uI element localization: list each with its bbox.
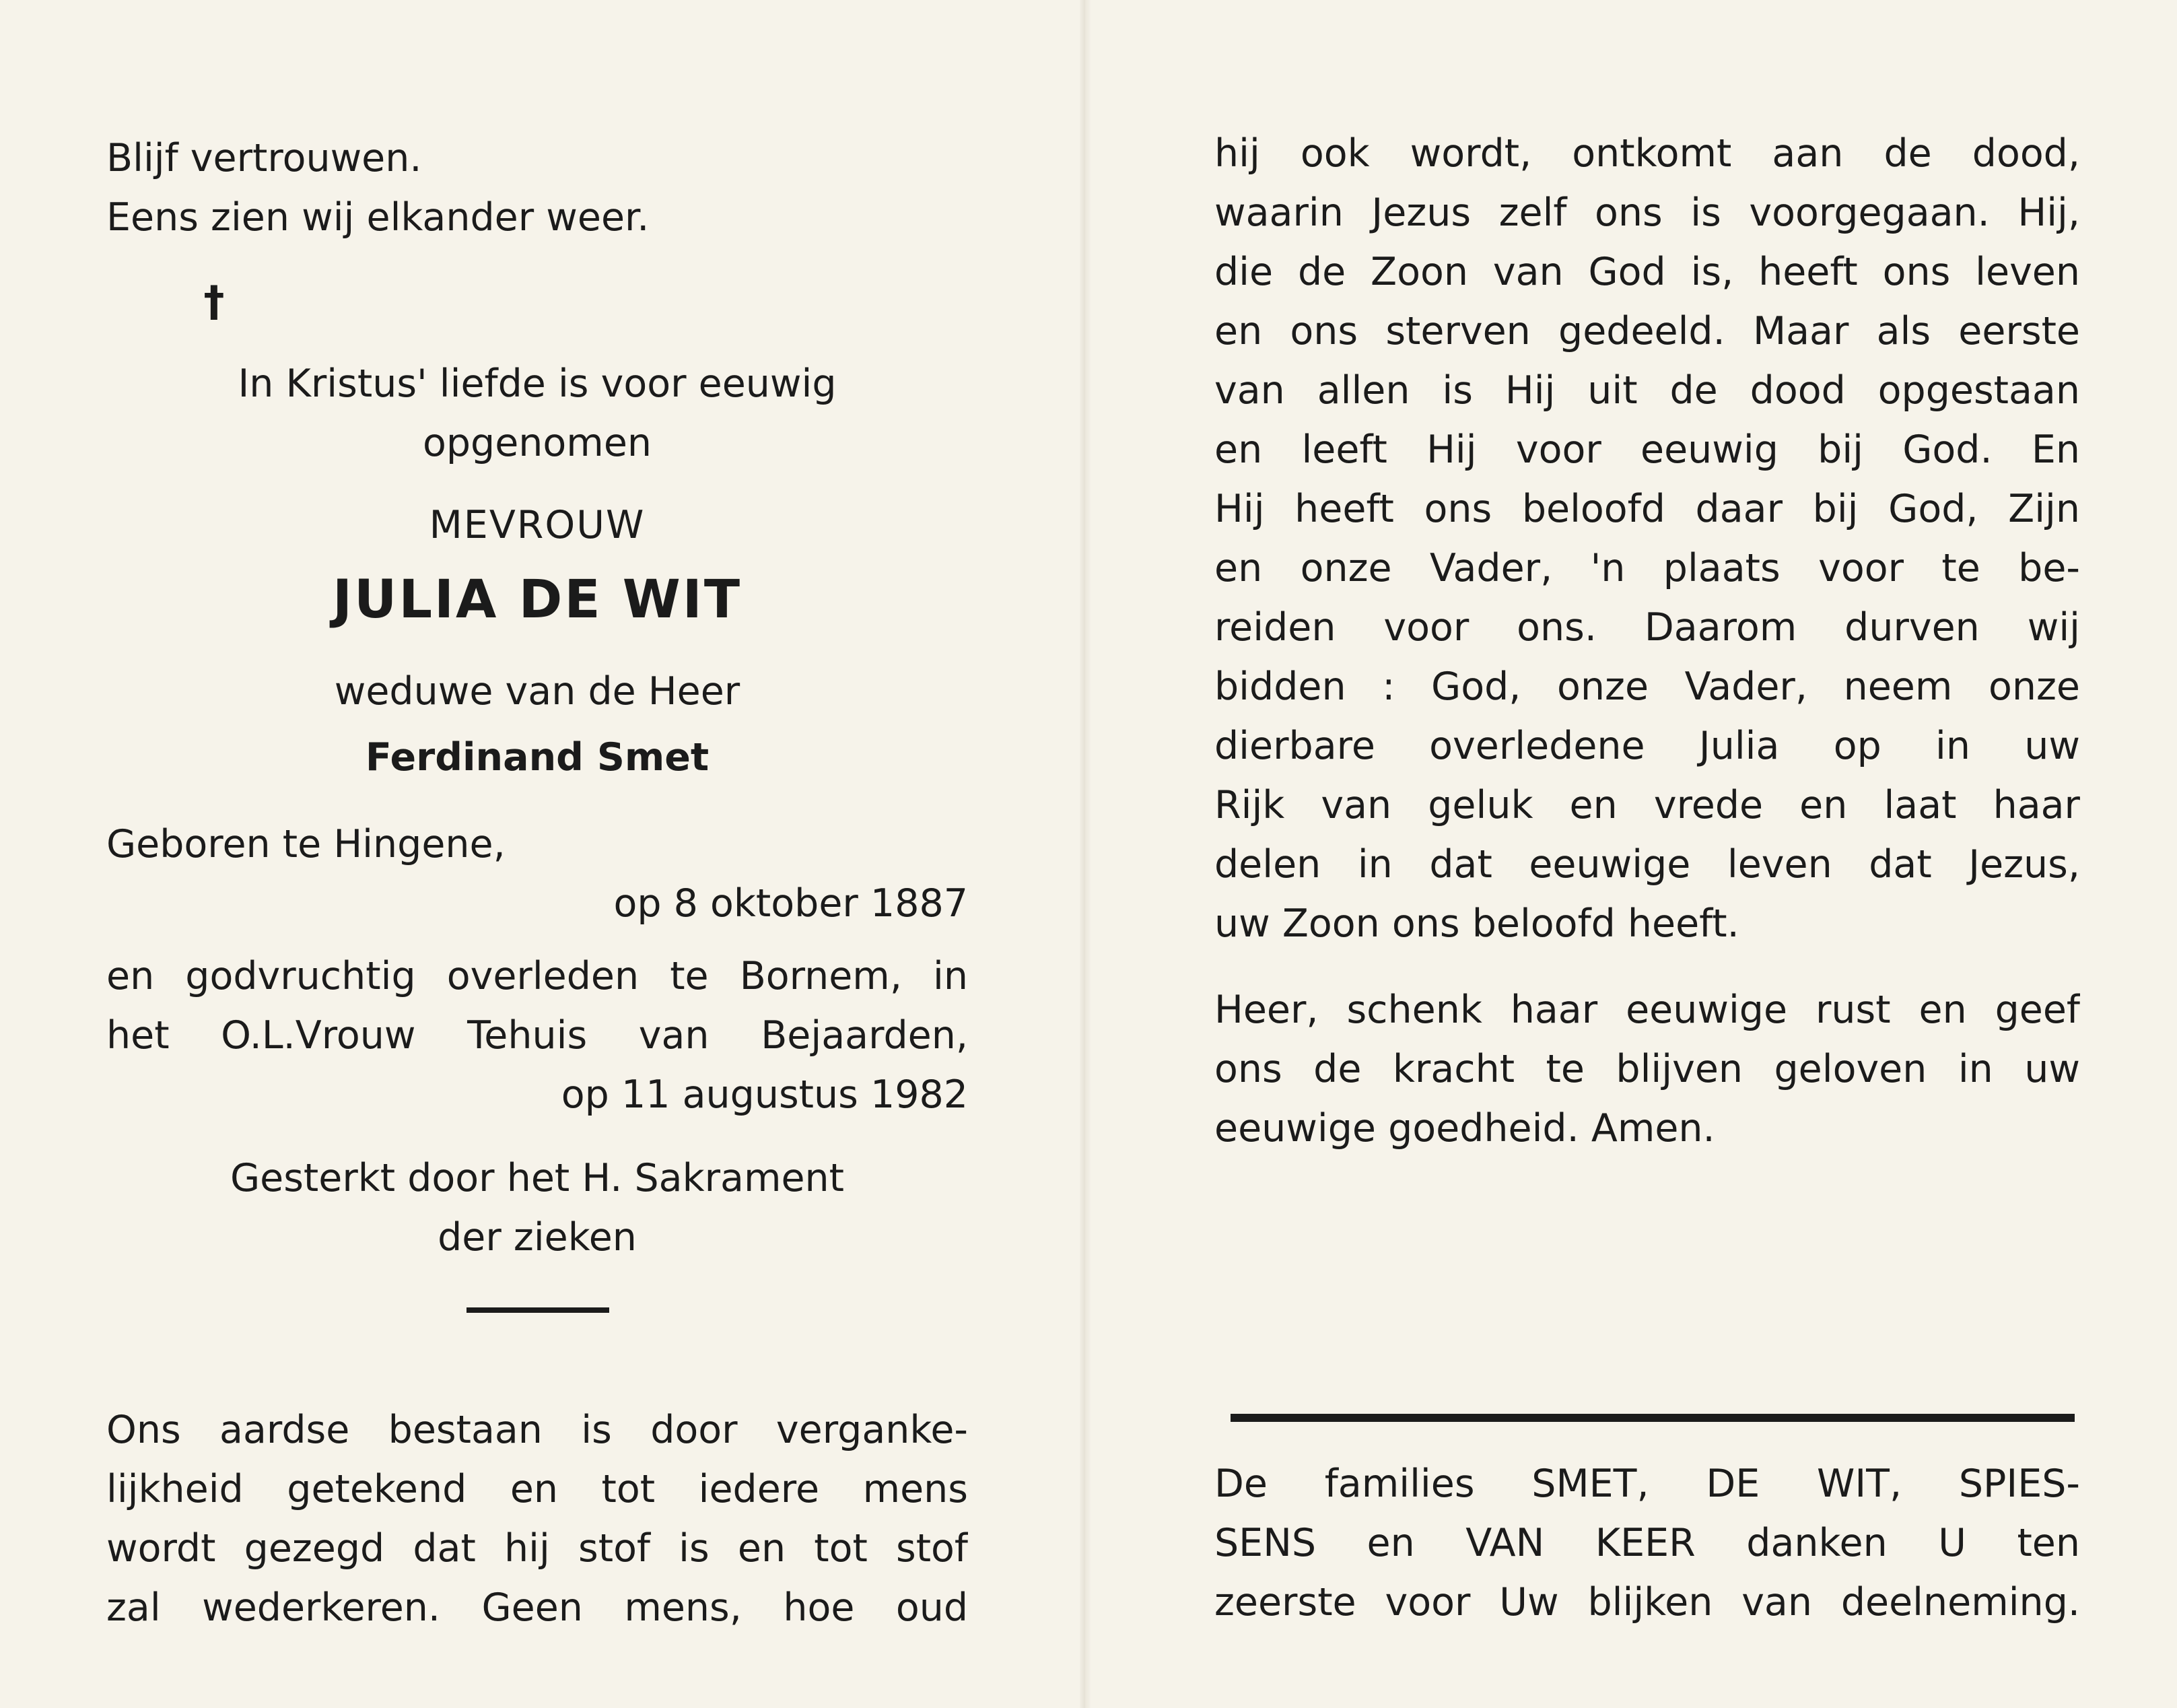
announcement [106, 354, 968, 473]
left-text-line-3: wordt gezegd dat hij stof is en tot stof [106, 1526, 968, 1571]
announcement-line-1: In Kristus' liefde is voor eeuwig [238, 362, 837, 406]
right-text-line-4: en ons sterven gedeeld. Maar als eerste [1214, 309, 2080, 353]
deceased-name: JULIA DE WIT [332, 570, 742, 630]
birth-block [106, 815, 968, 933]
opening-line-2: Eens zien wij elkander weer. [106, 195, 650, 240]
death-line-2: het O.L.Vrouw Tehuis van Bejaarden, [106, 1013, 968, 1058]
divider-short [466, 1307, 609, 1313]
thanks-line-1: De families SMET, DE WIT, SPIES- [1214, 1462, 2080, 1506]
left-text [106, 1400, 968, 1637]
right-text-line-1: hij ook wordt, ontkomt aan de dood, [1214, 131, 2080, 176]
announcement-line-2: opgenomen [422, 421, 652, 465]
widow-of-label: weduwe van de Heer [334, 669, 740, 714]
right-text-line-14: uw Zoon ons beloofd heeft. [1214, 901, 1739, 946]
thanks-line-2: SENS en VAN KEER danken U ten [1214, 1521, 2080, 1565]
left-text-line-2: lijkheid getekend en tot iedere mens [106, 1467, 968, 1511]
right-text-line-8: en onze Vader, 'n plaats voor te be- [1214, 546, 2080, 590]
right-panel-footer [1091, 0, 2177, 1708]
cross-block [106, 268, 968, 335]
right-text-line-6: en leeft Hij voor eeuwig bij God. En [1214, 428, 2080, 472]
death-block [106, 947, 968, 1124]
death-date: op 11 augustus 1982 [561, 1072, 968, 1117]
sacrament-line-1: Gesterkt door het H. Sakrament [230, 1156, 845, 1200]
right-text-line-5: van allen is Hij uit de dood opgestaan [1214, 368, 2080, 413]
deceased-block [106, 496, 968, 637]
husband-name: Ferdinand Smet [365, 735, 710, 780]
prayer-line-1: Heer, schenk haar eeuwige rust en geef [1214, 988, 2080, 1032]
cross-icon: † [203, 277, 225, 326]
prayer-line-2: ons de kracht te blijven geloven in uw [1214, 1047, 2080, 1091]
birth-date: op 8 oktober 1887 [613, 881, 968, 926]
thanks-block [1214, 1454, 2080, 1632]
sacrament-line-2: der zieken [438, 1215, 637, 1260]
spouse-block [106, 662, 968, 787]
opening-line-1: Blijf vertrouwen. [106, 136, 422, 180]
right-text-line-10: bidden : God, onze Vader, neem onze [1214, 664, 2080, 709]
right-text-line-7: Hij heeft ons beloofd daar bij God, Zijn [1214, 487, 2080, 531]
death-line-1: en godvruchtig overleden te Bornem, in [106, 954, 968, 998]
right-text-line-13: delen in dat eeuwige leven dat Jezus, [1214, 842, 2080, 887]
right-text-line-9: reiden voor ons. Daarom durven wij [1214, 605, 2080, 650]
right-text-line-11: dierbare overledene Julia op in uw [1214, 724, 2080, 768]
birth-place: Geboren te Hingene, [106, 822, 506, 866]
left-panel [0, 0, 1080, 1708]
prayer-line-3: eeuwige goedheid. Amen. [1214, 1106, 1715, 1151]
right-text-line-3: die de Zoon van God is, heeft ons leven [1214, 250, 2080, 294]
opening-verse [106, 129, 968, 247]
card-fold [1080, 0, 1091, 1708]
sacrament-block [106, 1149, 968, 1267]
right-text-line-12: Rijk van geluk en vrede en laat haar [1214, 783, 2080, 827]
left-text-line-4: zal wederkeren. Geen mens, hoe oud [106, 1585, 968, 1630]
right-text-line-2: waarin Jezus zelf ons is voorgegaan. Hij, [1214, 191, 2080, 235]
thanks-line-3: zeerste voor Uw blijken van deelneming. [1214, 1580, 2080, 1625]
honorific: MEVROUW [429, 503, 646, 547]
left-text-line-1: Ons aardse bestaan is door verganke- [106, 1408, 968, 1452]
